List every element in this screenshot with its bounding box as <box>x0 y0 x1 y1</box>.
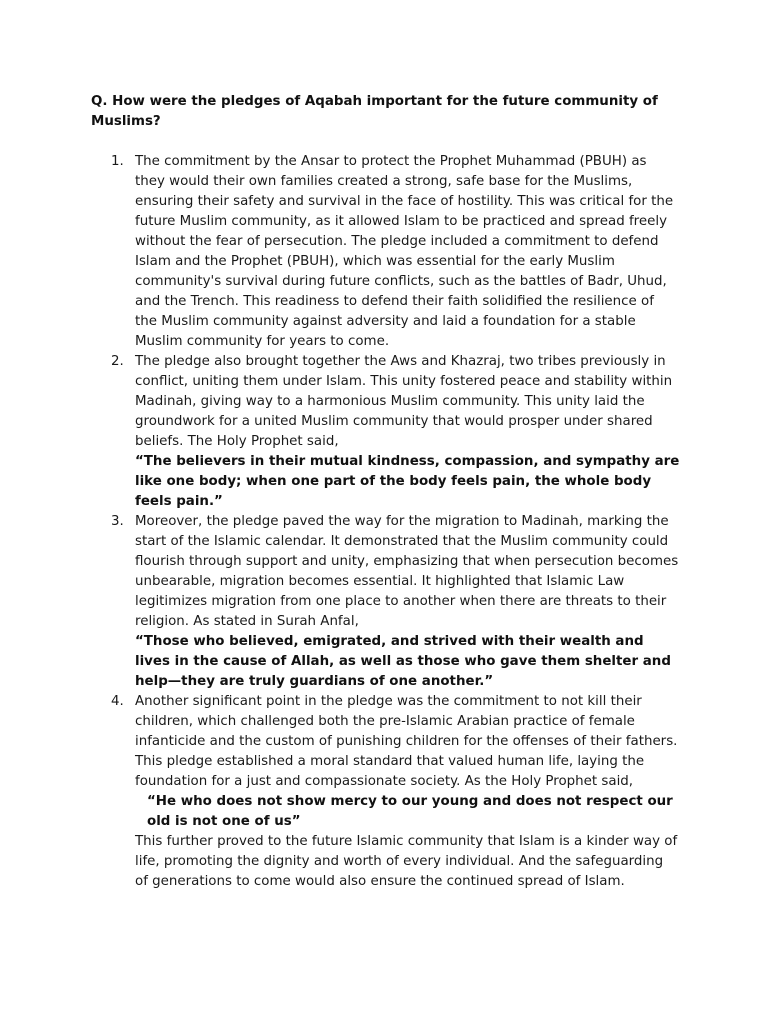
list-item <box>111 152 680 352</box>
question-heading: Q. How were the pledges of Aqabah important for the future community of Muslims? <box>91 94 658 129</box>
list-item <box>111 512 680 692</box>
quran-quote: “Those who believed, emigrated, and strived with their wealth and lives in the cause of Allah, as well as those who gave them shelter and help—they are truly guardians of one another.” <box>135 634 671 689</box>
list-item <box>111 692 680 892</box>
answer-list <box>111 152 680 892</box>
item-number: 2. <box>111 354 124 369</box>
item-paragraph: The pledge also brought together the Aws and Khazraj, two tribes previously in conflict, uniting them under Islam. This unity fostered peace and stability within Madinah, giving way to a harmonious Muslim community. This unity laid the groundwork for a united Muslim community that would prosper under shared beliefs. The Holy Prophet said, <box>135 354 673 449</box>
item-number: 3. <box>111 514 124 529</box>
item-conclusion: This further proved to the future Islamic community that Islam is a kinder way of life, promoting the dignity and worth of every individual. And the safeguarding of generations to come would also ensure the continued spread of Islam. <box>135 834 678 889</box>
item-paragraph: Moreover, the pledge paved the way for the migration to Madinah, marking the start of the Islamic calendar. It demonstrated that the Muslim community could flourish through support and unity, emphasizing that when persecution becomes unbearable, migration becomes essential. It highlighted that Islamic Law legitimizes migration from one place to another when there are threats to their religion. As stated in Surah Anfal, <box>135 514 679 629</box>
hadith-quote: “The believers in their mutual kindness, compassion, and sympathy are like one body; when one part of the body feels pain, the whole body feels pain.” <box>135 454 680 509</box>
list-item <box>111 352 680 512</box>
item-number: 4. <box>111 694 124 709</box>
hadith-quote: “He who does not show mercy to our young and does not respect our old is not one of us” <box>147 794 673 829</box>
item-paragraph: Another significant point in the pledge was the commitment to not kill their children, which challenged both the pre-Islamic Arabian practice of female infanticide and the custom of punishing children for the offenses of their fathers. This pledge established a moral standard that valued human life, laying the foundation for a just and compassionate society. As the Holy Prophet said, <box>135 694 678 789</box>
item-paragraph: The commitment by the Ansar to protect the Prophet Muhammad (PBUH) as they would their own families created a strong, safe base for the Muslims, ensuring their safety and survival in the face of hostility. This was critical for the future Muslim community, as it allowed Islam to be practiced and spread freely without the fear of persecution. The pledge included a commitment to defend Islam and the Prophet (PBUH), which was essential for the early Muslim community's survival during future conflicts, such as the battles of Badr, Uhud, and the Trench. This readiness to defend their faith solidified the resilience of the Muslim community against adversity and laid a foundation for a stable Muslim community for years to come. <box>135 154 674 349</box>
item-number: 1. <box>111 154 124 169</box>
